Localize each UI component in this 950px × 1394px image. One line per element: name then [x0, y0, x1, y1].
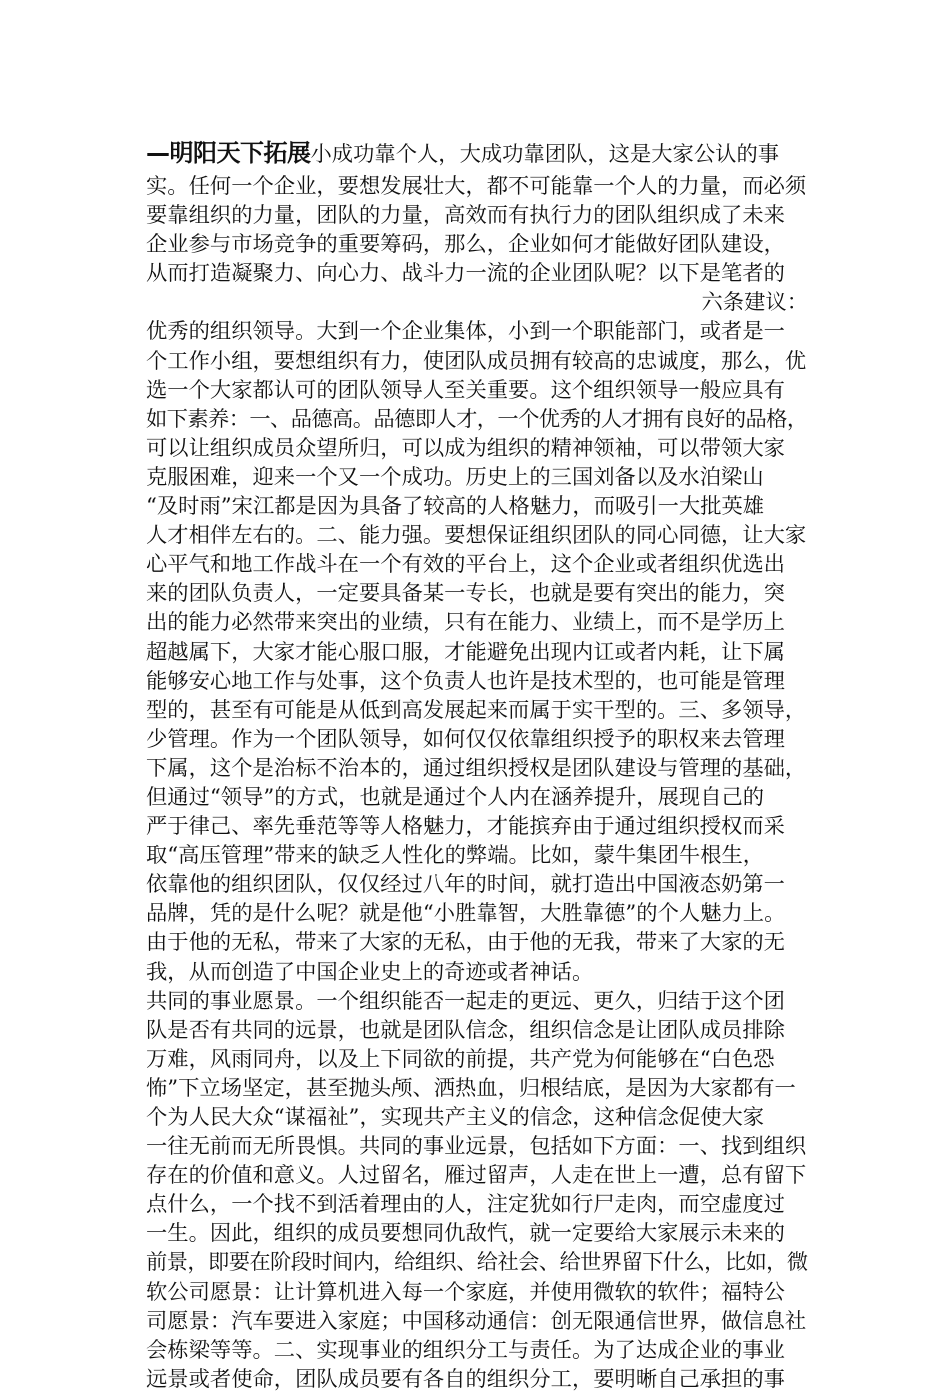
- text-line: 如下素养：一、品德高。品德即人才，一个优秀的人才拥有良好的品格，: [146, 406, 808, 432]
- text-line: 司愿景：汽车要进入家庭；中国移动通信：创无限通信世界，做信息社: [146, 1308, 807, 1334]
- text-line: 前景，即要在阶段时间内，给组织、给社会、给世界留下什么，比如，微: [146, 1250, 808, 1276]
- text-line: 由于他的无私，带来了大家的无私，由于他的无我，带来了大家的无: [146, 930, 785, 956]
- text-line: 个工作小组，要想组织有力，使团队成员拥有较高的忠诚度，那么，优: [146, 348, 807, 374]
- text-line: 企业参与市场竞争的重要筹码，那么，企业如何才能做好团队建设，: [146, 232, 785, 258]
- text-line: 严于律己、率先垂范等等人格魅力，才能摈弃由于通过组织授权而采: [146, 814, 785, 840]
- text-line: 万难，风雨同舟，以及上下同欲的前提，共产党为何能够在“白色恐: [146, 1046, 775, 1072]
- text-line: 会栋梁等等。二、实现事业的组织分工与责任。为了达成企业的事业: [146, 1337, 785, 1363]
- text-line: 队是否有共同的远景，也就是团队信念，组织信念是让团队成员排除: [146, 1017, 785, 1043]
- text-line: 我，从而创造了中国企业史上的奇迹或者神话。: [146, 959, 594, 985]
- text-line: 优秀的组织领导。大到一个企业集体，小到一个职能部门，或者是一: [146, 319, 785, 345]
- text-line: 可以让组织成员众望所归，可以成为组织的精神领袖，可以带领大家: [146, 435, 785, 461]
- text-line: “及时雨”宋江都是因为具备了较高的人格魅力，而吸引一大批英雄: [146, 494, 765, 520]
- text-line: 从而打造凝聚力、向心力、战斗力一流的企业团队呢？以下是笔者的: [146, 261, 785, 287]
- text-line: 远景或者使命，团队成员要有各自的组织分工，要明晰自己承担的事: [146, 1366, 785, 1392]
- text-line: 心平气和地工作战斗在一个有效的平台上，这个企业或者组织优选出: [146, 552, 785, 578]
- text-line: 一往无前而无所畏惧。共同的事业远景，包括如下方面：一、找到组织: [146, 1134, 807, 1160]
- text-line: 型的，甚至有可能是从低到高发展起来而属于实干型的。三、多领导，: [146, 697, 807, 723]
- text-line: 取“高压管理”带来的缺乏人性化的弊端。比如，蒙牛集团牛根生，: [146, 843, 765, 869]
- text-line: 克服困难，迎来一个又一个成功。历史上的三国刘备以及水泊梁山: [146, 464, 764, 490]
- text-line: 品牌，凭的是什么呢？就是他“小胜靠智，大胜靠德”的个人魅力上。: [146, 901, 786, 927]
- text-line: 超越属下，大家才能心服口服，才能避免出现内讧或者内耗，让下属: [146, 639, 785, 665]
- document-body: [146, 134, 808, 1394]
- text-line: 出的能力必然带来突出的业绩，只有在能力、业绩上，而不是学历上: [146, 610, 785, 636]
- text-line: 要靠组织的力量，团队的力量，高效而有执行力的团队组织成了未来: [146, 203, 785, 229]
- text-line: 点什么，一个找不到活着理由的人，注定犹如行尸走肉，而空虚度过: [146, 1192, 785, 1218]
- text-line: 共同的事业愿景。一个组织能否一起走的更远、更久，归结于这个团: [146, 988, 785, 1014]
- text-line: 存在的价值和意义。人过留名，雁过留声，人走在世上一遭，总有留下: [146, 1163, 807, 1189]
- text-line: 一生。因此，组织的成员要想同仇敌忾，就一定要给大家展示未来的: [146, 1221, 785, 1247]
- text-line: 个为人民大众“谋福祉”，实现共产主义的信念，这种信念促使大家: [146, 1105, 765, 1130]
- text-line: 六条建议：: [701, 290, 808, 316]
- text-line: 下属，这个是治标不治本的，通过组织授权是团队建设与管理的基础，: [146, 755, 807, 781]
- text-line: 人才相伴左右的。二、能力强。要想保证组织团队的同心同德，让大家: [146, 523, 807, 549]
- text-line: 依靠他的组织团队，仅仅经过八年的时间，就打造出中国液态奶第一: [146, 872, 785, 898]
- text-line: 软公司愿景：让计算机进入每一个家庭，并使用微软的软件；福特公: [146, 1279, 785, 1305]
- text-line: 实。任何一个企业，要想发展壮大，都不可能靠一个人的力量，而必须: [146, 174, 807, 199]
- text-line: 选一个大家都认可的团队领导人至关重要。这个组织领导一般应具有: [146, 377, 785, 403]
- text-line: 少管理。作为一个团队领导，如何仅仅依靠组织授予的职权来去管理: [146, 726, 785, 752]
- text-line: 怖”下立场坚定，甚至抛头颅、洒热血，归根结底，是因为大家都有一: [146, 1075, 796, 1101]
- text-line: 但通过“领导”的方式，也就是通过个人内在涵养提升，展现自己的: [146, 784, 765, 810]
- text-line: 来的团队负责人，一定要具备某一专长，也就是要有突出的能力，突: [146, 581, 785, 607]
- intro-text: 小成功靠个人，大成功靠团队，这是大家公认的事: [310, 142, 780, 167]
- text-line: 能够安心地工作与处事，这个负责人也许是技术型的，也可能是管理: [146, 668, 785, 694]
- title-line: [146, 134, 808, 172]
- brand-heading: —明阳天下拓展: [146, 139, 311, 167]
